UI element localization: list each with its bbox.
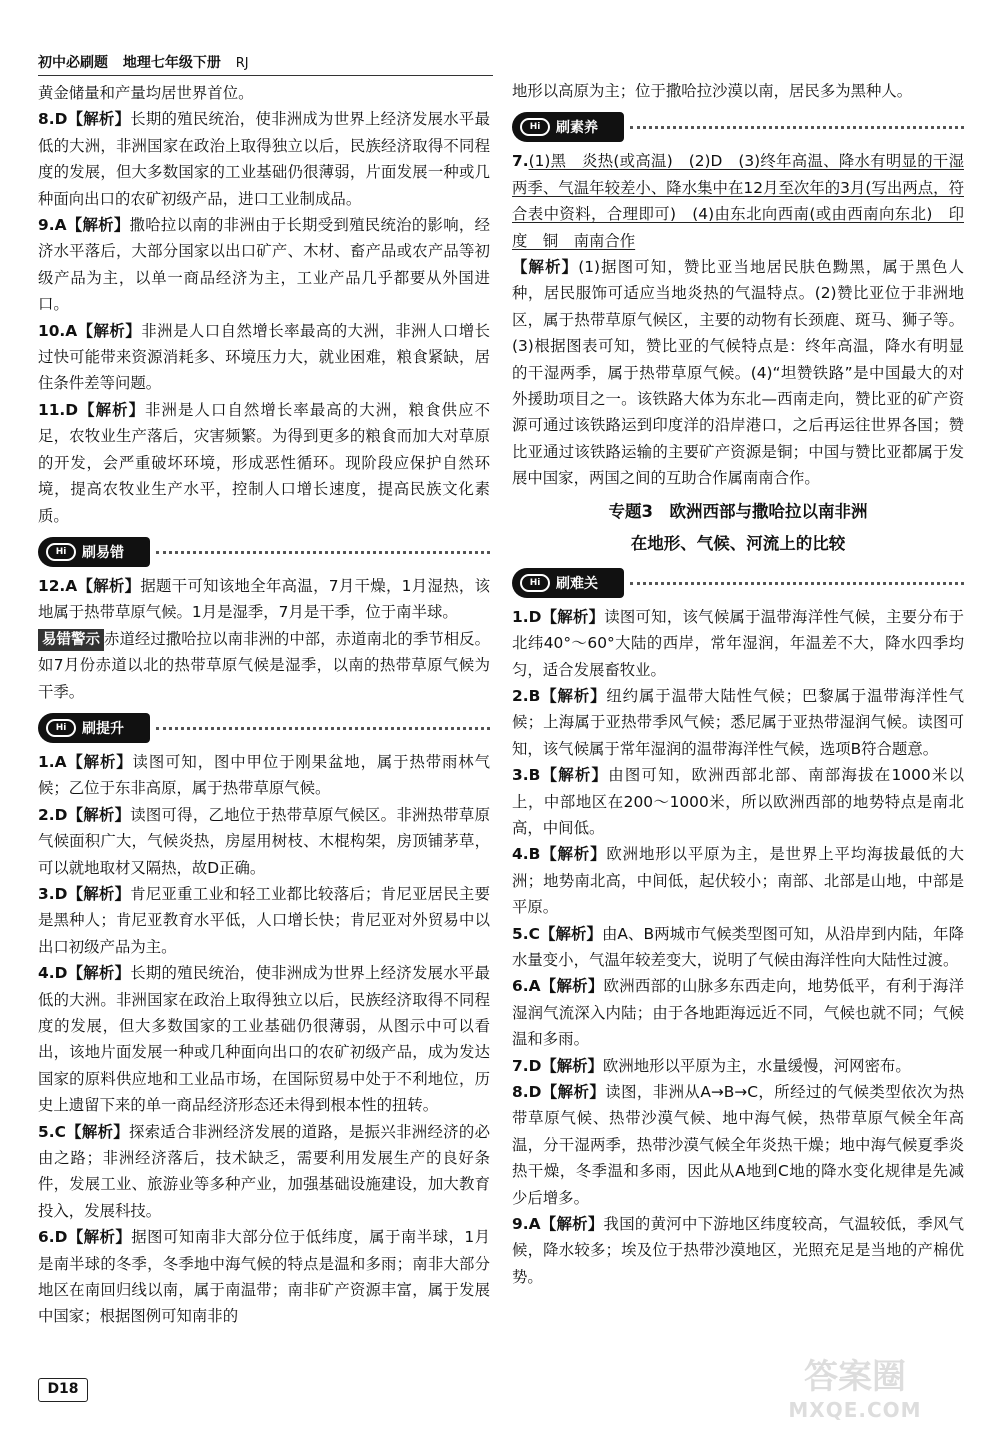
page-header: [38, 52, 493, 76]
answer-p5: 5.C【解析】探索适合非洲经济发展的道路，是振兴非洲经济的必由之路；非洲经济落后，技术缺乏，需要利用发展生产的良好条件，发展工业、旅游业等多种产业，加强基础设施建设，加大教育投入，发展科技。: [38, 1122, 490, 1220]
answer-r7: 7.D【解析】欧洲地形以平原为主，水量缓慢，河网密布。: [512, 1056, 911, 1075]
answer-p2: 2.D【解析】读图可得，乙地位于热带草原气候区。非洲热带草原气候面积广大，气候炎热，房屋用树枝、木棍构架，房顶铺茅草，可以就地取材又隔热，故D正确。: [38, 805, 490, 877]
answer-r6: 6.A【解析】欧洲西部的山脉多东西走向，地势低平，有利于海洋湿润气流深入内陆；由于各地距海远近不同，气候也就不同；气候温和多雨。: [512, 977, 964, 1049]
edition-label: RJ: [235, 56, 249, 71]
subject-name: 地理七年级下册: [122, 55, 221, 71]
intro-text: 黄金储量和产量均居世界首位。: [38, 84, 254, 102]
banner-dots: [156, 727, 490, 730]
section-banner-mistakes: [38, 535, 490, 569]
section-banner-hard: [512, 566, 964, 600]
answer-r2: 2.B【解析】纽约属于温带大陆性气候；巴黎属于温带海洋性气候；上海属于亚热带季风气候；悉尼属于亚热带湿润气候。读图可知，该气候属于常年湿润的温带海洋性气候，选项B符合题意。: [512, 686, 964, 758]
section-banner-literacy: [512, 110, 964, 144]
banner-dots: [630, 582, 964, 585]
answer-q12: 12.A【解析】据题干可知该地全年高温，7月干燥，1月湿热，该地属于热带草原气候。1月是湿季，7月是干季，位于南半球。: [38, 576, 490, 622]
answer-q7-key: 7.(1)黑 炎热(或高温) (2)D (3)终年高温、降水有明显的干湿两季、气温年较差小、降水集中在12月至次年的3月(写出两点，符合表中资料，合理即可) (4)由东北向西南(或由西南向东北) 印度 铜 南南合作: [512, 152, 964, 250]
answer-r1: 1.D【解析】读图可知，该气候属于温带海洋性气候，主要分布于北纬40°～60°大陆的西岸，常年湿润，年温差不大，降水四季均匀，适合发展畜牧业。: [512, 607, 964, 679]
banner-badge: Hi 刷难关: [512, 568, 624, 598]
answer-p6: 6.D【解析】据图可知南非大部分位于低纬度，属于南半球，1月是南半球的冬季，冬季地中海气候的特点是温和多雨；南非大部分地区在南回归线以南，属于南温带；南非矿产资源丰富，属于发展中国家；根据图例可知南非的: [38, 1228, 490, 1326]
topic-title-line1: 专题3 欧洲西部与撒哈拉以南非洲: [608, 501, 868, 521]
answer-p1: 1.A【解析】读图可知，图中甲位于刚果盆地，属于热带雨林气候；乙位于东非高原，属于热带草原气候。: [38, 752, 490, 798]
right-column: [512, 78, 964, 1290]
banner-badge: Hi 刷素养: [512, 112, 624, 142]
answer-q7-analysis: 【解析】(1)据图可知，赞比亚当地居民肤色黝黑，属于黑色人种，居民服饰可适应当地炎热的气温特点。(2)赞比亚位于非洲地区，属于热带草原气候区，主要的动物有长颈鹿、斑马、狮子等。(3)根据图表可知，赞比亚的气候特点是：终年高温，降水有明显的干湿两季，属于热带草原气候。(4)“坦赞铁路”是中国最大的对外援助项目之一。该铁路大体为东北—西南走向，赞比亚的矿产资源可通过该铁路运到印度洋的沿岸港口，之后再运往世界各国；赞比亚通过该铁路运输的主要矿产资源是铜；中国与赞比亚都属于发展中国家，两国之间的互助合作属南南合作。: [512, 258, 964, 488]
banner-dots: [630, 126, 964, 129]
badge-icon: Hi: [520, 574, 550, 592]
badge-icon: Hi: [46, 719, 76, 737]
badge-icon: Hi: [46, 543, 76, 561]
answer-q8: 8.D【解析】长期的殖民统治，使非洲成为世界上经济发展水平最低的大洲，非洲国家在政治上取得独立以后，民族经济取得不同程度的发展，但大多数国家的工业基础仍很薄弱，片面发展一种或几种面向出口的农矿初级产品，进口工业制成品。: [38, 110, 490, 208]
mistake-warning: 易错警示 赤道经过撒哈拉以南非洲的中部，赤道南北的季节相反。如7月份赤道以北的热带草原气候是湿季，以南的热带草原气候为干季。: [38, 629, 490, 701]
answer-r9: 9.A【解析】我国的黄河中下游地区纬度较高，气温较低，季风气候，降水较多；埃及位于热带沙漠地区，光照充足是当地的产棉优势。: [512, 1215, 964, 1286]
warning-label: 易错警示: [38, 629, 104, 651]
answer-p4: 4.D【解析】长期的殖民统治，使非洲成为世界上经济发展水平最低的大洲。非洲国家在政治上取得独立以后，民族经济取得不同程度的发展，但大多数国家的工业基础仍很薄弱，从图示中可以看出，该地片面发展一种或几种面向出口的农矿初级产品，成为发达国家的原料供应地和工业品市场，在国际贸易中处于不利地位，历史上遗留下来的单一商品经济形态还未得到根本性的扭转。: [38, 964, 490, 1115]
answer-r8: 8.D【解析】读图，非洲从A→B→C，所经过的气候类型依次为热带草原气候、热带沙漠气候、地中海气候，热带草原气候全年高温，分干湿两季，热带沙漠气候全年炎热干燥；地中海气候夏季炎热干燥，冬季温和多雨，因此从A地到C地的降水变化规律是先减少后增多。: [512, 1083, 964, 1207]
continued-text: 地形以高原为主；位于撒哈拉沙漠以南，居民多为黑种人。: [512, 82, 913, 100]
banner-dots: [156, 551, 490, 554]
answer-q10: 10.A【解析】非洲是人口自然增长率最高的大洲，非洲人口增长过快可能带来资源消耗多、环境压力大，就业困难，粮食紧缺，居住条件差等问题。: [38, 321, 490, 393]
answer-q11: 11.D【解析】非洲是人口自然增长率最高的大洲，粮食供应不足，农牧业生产落后，灾害频繁。为得到更多的粮食而加大对草原的开发，会严重破坏环境，形成恶性循环。现阶段应保护自然环境，提高农牧业生产水平，控制人口增长速度，提高民族文化素质。: [38, 400, 490, 525]
banner-badge: Hi 刷提升: [38, 713, 150, 743]
answer-r4: 4.B【解析】欧洲地形以平原为主，是世界上平均海拔最低的大洲；地势南北高，中间低，起伏较小；南部、北部是山地，中部是平原。: [512, 845, 964, 917]
answer-q9: 9.A【解析】撒哈拉以南的非洲由于长期受到殖民统治的影响，经济水平落后，大部分国家以出口矿产、木材、畜产品或农产品等初级产品为主，以单一商品经济为主，工业产品几乎都要从外国进口。: [38, 216, 490, 314]
answer-r5: 5.C【解析】由A、B两城市气候类型图可知，从沿岸到内陆，年降水量变小，气温年较差变大，说明了气候由海洋性向大陆性过渡。: [512, 924, 964, 969]
section-banner-improve: [38, 711, 490, 745]
page-number: D18: [38, 1378, 88, 1402]
answer-r3: 3.B【解析】由图可知，欧洲西部北部、南部海拔在1000米以上，中部地区在200～1000米，所以欧洲西部的地势特点是南北高，中间低。: [512, 766, 964, 837]
answer-p3: 3.D【解析】肯尼亚重工业和轻工业都比较落后；肯尼亚居民主要是黑种人；肯尼亚教育水平低，人口增长快；肯尼亚对外贸易中以出口初级产品为主。: [38, 884, 490, 956]
banner-badge: Hi 刷易错: [38, 537, 150, 567]
series-name: 初中必刷题: [38, 55, 108, 71]
left-column: [38, 80, 490, 1330]
badge-icon: Hi: [520, 118, 550, 136]
watermark-logo: 答案圈 MXQE.COM: [788, 1357, 922, 1422]
topic-title-line2: 在地形、气候、河流上的比较: [630, 533, 846, 553]
